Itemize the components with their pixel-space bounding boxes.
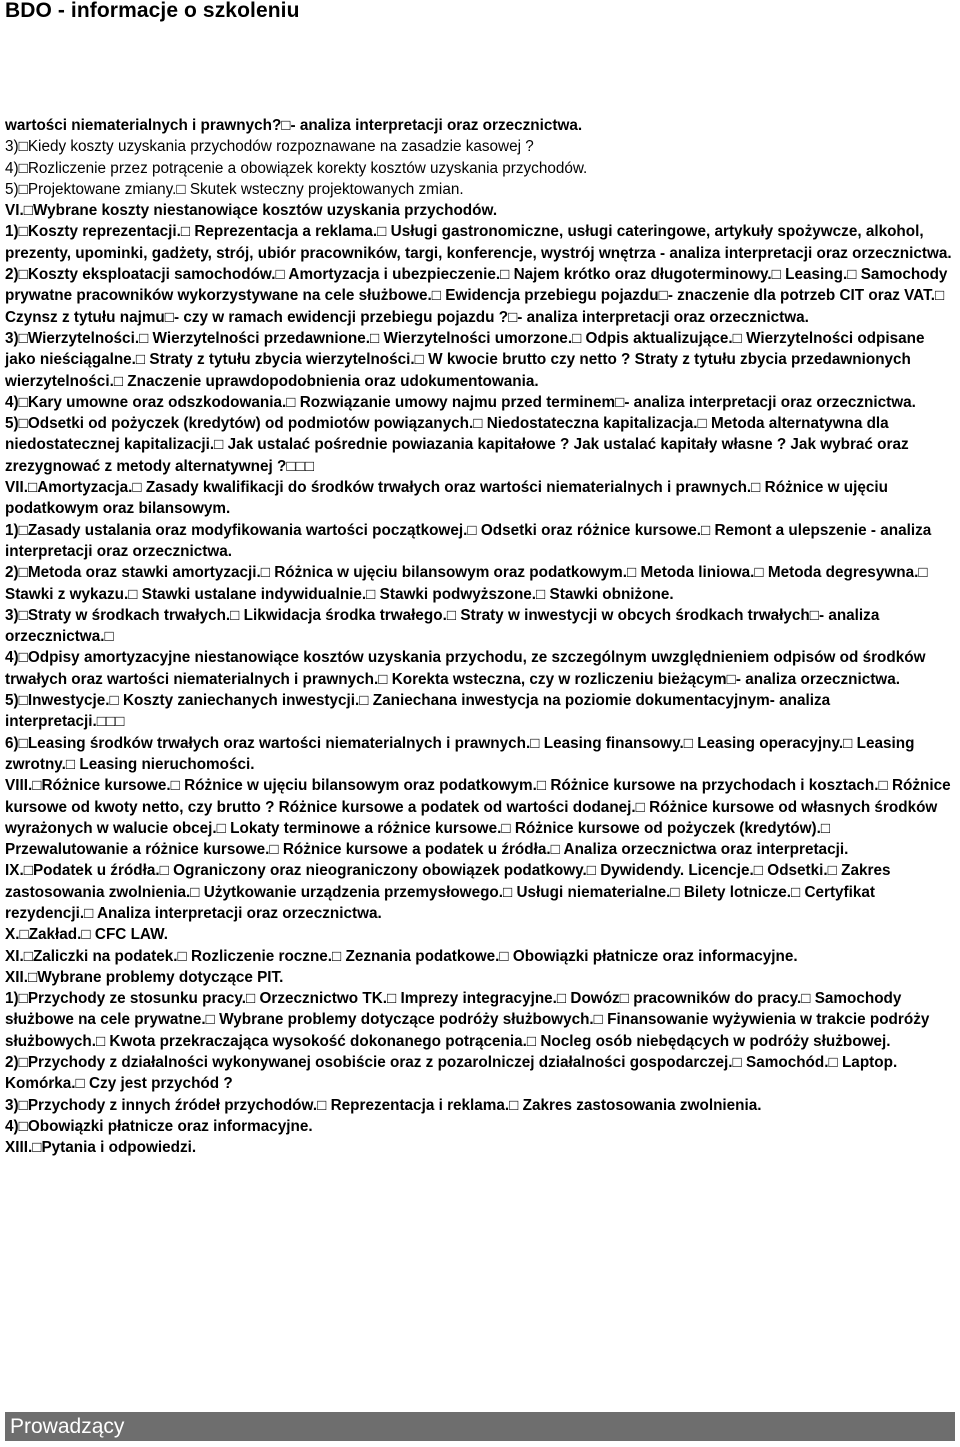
agenda-paragraph: 2)□Metoda oraz stawki amortyzacji.□ Różnica w ujęciu bilansowym oraz podatkowym.□ Metoda liniowa.□ Metoda degresywna.□ Stawki z wykazu.□ Stawki ustalane indywidualnie.□ Stawki podwyższone.□ Stawki obniżone. — [5, 564, 928, 603]
section-header-prowadzacy: Prowadzący — [5, 1412, 955, 1441]
page-title: BDO - informacje o szkoleniu — [5, 0, 300, 22]
agenda-paragraph: IX.□Podatek u źródła.□ Ograniczony oraz nieograniczony obowiązek podatkowy.□ Dywidendy. Licencje.□ Odsetki.□ Zakres zastosowania zwolnienia.□ Użytkowanie urządzenia przemysłowego.□ Usługi niematerialne.□ Bilety lotnicze.□ Certyfikat rezydencji.□ Analiza interpretacji oraz orzecznictwa. — [5, 862, 891, 922]
agenda-paragraph: XI.□Zaliczki na podatek.□ Rozliczenie roczne.□ Zeznania podatkowe.□ Obowiązki płatnicze oraz informacyjne. — [5, 947, 798, 965]
agenda-paragraph: 2)□Przychody z działalności wykonywanej osobiście oraz z pozarolniczej działalności gospodarczej.□ Samochód.□ Laptop. Komórka.□ Czy jest przychód ? — [5, 1054, 898, 1093]
agenda-paragraph: 6)□Leasing środków trwałych oraz wartości niematerialnych i prawnych.□ Leasing finansowy.□ Leasing operacyjny.□ Leasing zwrotny.□ Leasing nieruchomości. — [5, 734, 915, 773]
agenda-paragraph: 4)□Odpisy amortyzacyjne niestanowiące kosztów uzyskania przychodu, ze szczególnym uwzględnieniem odpisów od środków trwałych oraz wartości niematerialnych i prawnych.□ Korekta wsteczna, czy w rozliczeniu bieżącym□- analiza orzecznictwa. — [5, 649, 926, 688]
agenda-paragraph: 2)□Koszty eksploatacji samochodów.□ Amortyzacja i ubezpieczenie.□ Najem krótko oraz długoterminowy.□ Leasing.□ Samochody prywatne pracowników wykorzystywane na cele służbowe.□ Ewidencja przebiegu pojazdu□- znaczenie dla potrzeb CIT oraz VAT.□ Czynsz z tytułu najmu□- czy w ramach ewidencji przebiegu pojazdu ?□- analiza interpretacji oraz orzecznictwa. — [5, 266, 948, 326]
agenda-paragraph: 1)□Koszty reprezentacji.□ Reprezentacja a reklama.□ Usługi gastronomiczne, usługi cateringowe, artykuły spożywcze, alkohol, prezenty, upominki, gadżety, strój, ubiór pracowników, targi, konferencje, wystrój wnętrza - analiza interpretacji oraz orzecznictwa. — [5, 223, 952, 262]
agenda-paragraph: XII.□Wybrane problemy dotyczące PIT. — [5, 968, 284, 986]
agenda-paragraph: 4)□Kary umowne oraz odszkodowania.□ Rozwiązanie umowy najmu przed terminem□- analiza interpretacji oraz orzecznictwa. — [5, 393, 916, 411]
agenda-paragraph: 5)□Odsetki od pożyczek (kredytów) od podmiotów powiązanych.□ Niedostateczna kapitalizacja.□ Metoda alternatywna dla niedostatecznej kapitalizacji.□ Jak ustalać pośrednie powiazania kapitałowe ? Jak ustalać kapitały własne ? Jak wybrać oraz zrezygnować z metody alternatywnej ?□□□ — [5, 415, 909, 475]
agenda-paragraph: wartości niematerialnych i prawnych?□- analiza interpretacji oraz orzecznictwa. — [5, 117, 583, 134]
agenda-paragraph: VI.□Wybrane koszty niestanowiące kosztów uzyskania przychodów. — [5, 202, 498, 220]
agenda-paragraph: 3)□Wierzytelności.□ Wierzytelności przedawnione.□ Wierzytelności umorzone.□ Odpis aktualizujące.□ Wierzytelności odpisane jako nieściągalne.□ Straty z tytułu zbycia wierzytelności.□ W kwocie brutto czy netto ? Straty z tytułu zbycia przedawnionych wierzytelności.□ Znaczenie uprawdopodobnienia oraz udokumentowania. — [5, 329, 925, 390]
agenda-paragraph: VII.□Amortyzacja.□ Zasady kwalifikacji do środków trwałych oraz wartości niematerialnych i prawnych.□ Różnice w ujęciu podatkowym oraz bilansowym. — [5, 479, 888, 518]
agenda-paragraph: X.□Zakład.□ CFC LAW. — [5, 926, 168, 944]
agenda-paragraph: 4)□Obowiązki płatnicze oraz informacyjne. — [5, 1117, 313, 1135]
agenda-paragraph: 3)□Kiedy koszty uzyskania przychodów rozpoznawane na zasadzie kasowej ? — [5, 138, 534, 156]
agenda-paragraph: 1)□Zasady ustalania oraz modyfikowania wartości początkowej.□ Odsetki oraz różnice kursowe.□ Remont a ulepszenie - analiza interpretacji oraz orzecznictwa. — [5, 521, 932, 560]
agenda-paragraph: VIII.□Różnice kursowe.□ Różnice w ujęciu bilansowym oraz podatkowym.□ Różnice kursowe na przychodach i kosztach.□ Różnice kursowe od kwoty netto, czy brutto ? Różnice kursowe a podatek od wartości dodanej.□ Różnice kursowe od własnych środków wyrażonych w walucie obcej.□ Lokaty terminowe a różnice kursowe.□ Różnice kursowe od pożyczek (kredytów).□ Przewalutowanie a różnice kursowe.□ Różnice kursowe a podatek u źródła.□ Analiza orzecznictwa oraz interpretacji. — [5, 777, 951, 859]
agenda-paragraph: 5)□Inwestycje.□ Koszty zaniechanych inwestycji.□ Zaniechana inwestycja na poziomie dokumentacyjnym- analiza interpretacji.□□□ — [5, 692, 831, 731]
agenda-paragraph: 3)□Przychody z innych źródeł przychodów.□ Reprezentacja i reklama.□ Zakres zastosowania zwolnienia. — [5, 1096, 762, 1114]
agenda-paragraph: 1)□Przychody ze stosunku pracy.□ Orzecznictwo TK.□ Imprezy integracyjne.□ Dowóz□ pracowników do pracy.□ Samochody służbowe na cele prywatne.□ Wybrane problemy dotyczące podróży służbowych.□ Finansowanie wyżywienia w trakcie podróży służbowych.□ Kwota przekraczająca wysokość dokonanego potrącenia.□ Nocleg osób niebędących w podróży służbowej. — [5, 990, 930, 1050]
document-body — [5, 115, 953, 1159]
agenda-paragraph: 5)□Projektowane zmiany.□ Skutek wsteczny projektowanych zmian. — [5, 180, 464, 198]
agenda-paragraph: XIII.□Pytania i odpowiedzi. — [5, 1139, 197, 1157]
agenda-paragraph: 4)□Rozliczenie przez potrącenie a obowiązek korekty kosztów uzyskania przychodów. — [5, 159, 588, 177]
agenda-paragraph: 3)□Straty w środkach trwałych.□ Likwidacja środka trwałego.□ Straty w inwestycji w obcych środkach trwałych□- analiza orzecznictwa.□ — [5, 606, 880, 646]
